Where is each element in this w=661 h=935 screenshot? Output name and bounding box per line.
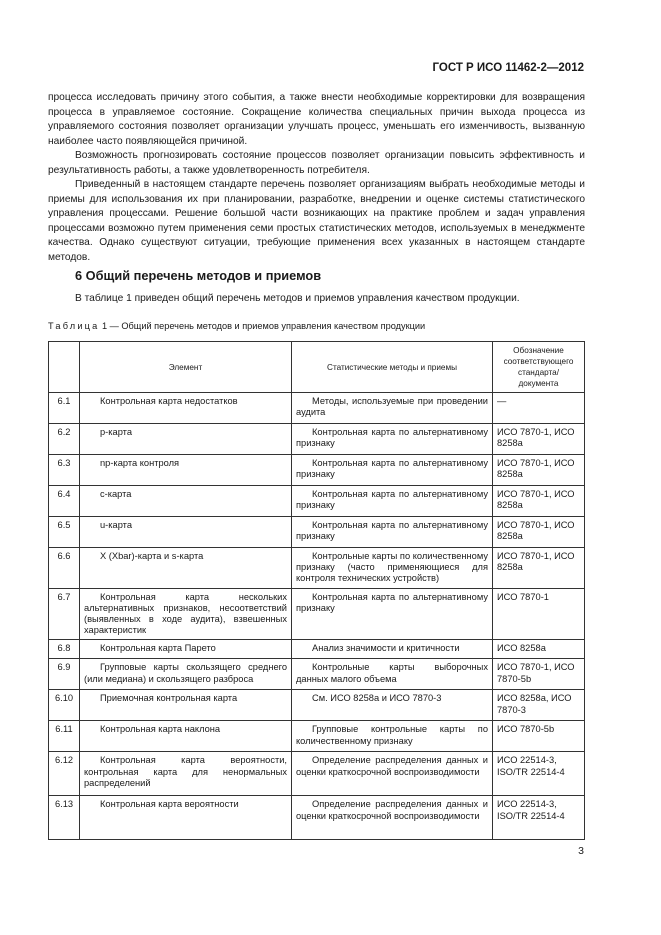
header-doc: Обозначение соответствующего стандарта/ документа <box>493 342 585 393</box>
cell-element: Контрольная карта наклона <box>80 721 292 752</box>
page-number: 3 <box>578 845 584 857</box>
cell-methods: Контрольная карта по альтернативному признаку <box>292 455 493 486</box>
cell-num: 6.12 <box>49 752 80 796</box>
cell-num: 6.6 <box>49 548 80 589</box>
cell-methods: Контрольные карты выборочных данных малого объема <box>292 659 493 690</box>
cell-doc: ИСО 7870-1, ИСО 8258а <box>493 455 585 486</box>
table-row <box>49 752 585 796</box>
cell-num: 6.4 <box>49 486 80 517</box>
cell-element: c-карта <box>80 486 292 517</box>
section-title: 6 Общий перечень методов и приемов <box>75 268 322 283</box>
table-row <box>49 486 585 517</box>
header-methods: Статистические методы и приемы <box>292 342 493 393</box>
cell-num: 6.1 <box>49 393 80 424</box>
methods-table <box>48 341 585 840</box>
cell-element: Контрольная карта недостатков <box>80 393 292 424</box>
cell-num: 6.7 <box>49 588 80 640</box>
cell-doc: — <box>493 393 585 424</box>
table-row <box>49 517 585 548</box>
cell-methods: Определение распределения данных и оценки краткосрочной воспроизводимости <box>292 752 493 796</box>
table-caption <box>48 320 425 332</box>
cell-methods: См. ИСО 8258а и ИСО 7870-3 <box>292 690 493 721</box>
body-text <box>48 91 585 265</box>
paragraph: Возможность прогнозировать состояние процессов позволяет организации повысить эффективность и результативность работы, а также удовлетворенность потребителя. <box>48 150 585 176</box>
table-row <box>49 424 585 455</box>
cell-element: Контрольная карта вероятности <box>80 796 292 840</box>
cell-num: 6.8 <box>49 640 80 659</box>
cell-element: Групповые карты скользящего среднего (или медиана) и скользящего разброса <box>80 659 292 690</box>
cell-element: X (Xbar)-карта и s-карта <box>80 548 292 589</box>
paragraph: Приведенный в настоящем стандарте перечень позволяет организациям выбрать необходимые методы и приемы для использования их при планировании, разработке, внедрении и оценке системы статистического управления процессами. Решение большой части возникающих на практике проблем и задач управления процессами возможно путем применения семи простых статистических методов, используемых в менеджменте качества. Однако существуют ситуации, требующие применения всех указанных в настоящем стандарте методов. <box>48 179 585 263</box>
table-row <box>49 548 585 589</box>
cell-doc: ИСО 7870-1, ИСО 7870-5b <box>493 659 585 690</box>
table-caption-label: Таблица <box>48 321 100 331</box>
cell-num: 6.5 <box>49 517 80 548</box>
cell-element: Приемочная контрольная карта <box>80 690 292 721</box>
table-row <box>49 455 585 486</box>
table-caption-text: 1 — Общий перечень методов и приемов управления качеством продукции <box>99 321 426 331</box>
cell-methods: Контрольные карты по количественному признаку (часто применяющиеся для контроля технических устройств) <box>292 548 493 589</box>
cell-methods: Контрольная карта по альтернативному признаку <box>292 424 493 455</box>
cell-num: 6.11 <box>49 721 80 752</box>
cell-num: 6.3 <box>49 455 80 486</box>
cell-doc: ИСО 7870-1, ИСО 8258а <box>493 424 585 455</box>
cell-doc: ИСО 22514-3, ISO/TR 22514-4 <box>493 752 585 796</box>
table-row <box>49 659 585 690</box>
table-row <box>49 640 585 659</box>
cell-doc: ИСО 8258а, ИСО 7870-3 <box>493 690 585 721</box>
cell-methods: Анализ значимости и критичности <box>292 640 493 659</box>
cell-doc: ИСО 7870-1 <box>493 588 585 640</box>
cell-methods: Групповые контрольные карты по количественному признаку <box>292 721 493 752</box>
table-row <box>49 588 585 640</box>
cell-num: 6.13 <box>49 796 80 840</box>
cell-num: 6.10 <box>49 690 80 721</box>
cell-doc: ИСО 7870-5b <box>493 721 585 752</box>
cell-num: 6.9 <box>49 659 80 690</box>
cell-methods: Методы, используемые при проведении аудита <box>292 393 493 424</box>
document-header: ГОСТ Р ИСО 11462-2—2012 <box>432 62 584 74</box>
section-intro: В таблице 1 приведен общий перечень методов и приемов управления качеством продукции. <box>75 293 520 304</box>
header-element: Элемент <box>80 342 292 393</box>
paragraph: процесса исследовать причину этого события, а также внести необходимые корректировки для возвращения процесса в управляемое состояние. Сокращение количества специальных причин выхода процесса из управляемого состояния позволяет организации улучшать процесс, уменьшать его изменчивость, вызванную наиболее часто появляющейся причиной. <box>48 92 585 147</box>
cell-element: Контрольная карта нескольких альтернативных признаков, несоответствий (выявленных в ходе аудита), взвешенных характеристик <box>80 588 292 640</box>
cell-methods: Определение распределения данных и оценки краткосрочной воспроизводимости <box>292 796 493 840</box>
table-row <box>49 796 585 840</box>
cell-element: np-карта контроля <box>80 455 292 486</box>
cell-methods: Контрольная карта по альтернативному признаку <box>292 486 493 517</box>
cell-doc: ИСО 7870-1, ИСО 8258а <box>493 548 585 589</box>
cell-element: Контрольная карта вероятности, контрольная карта для ненормальных распределений <box>80 752 292 796</box>
cell-element: p-карта <box>80 424 292 455</box>
cell-element: u-карта <box>80 517 292 548</box>
cell-element: Контрольная карта Парето <box>80 640 292 659</box>
table-row <box>49 721 585 752</box>
cell-doc: ИСО 8258а <box>493 640 585 659</box>
header-num <box>49 342 80 393</box>
cell-methods: Контрольная карта по альтернативному признаку <box>292 517 493 548</box>
cell-doc: ИСО 7870-1, ИСО 8258а <box>493 517 585 548</box>
cell-doc: ИСО 7870-1, ИСО 8258а <box>493 486 585 517</box>
table-row <box>49 690 585 721</box>
cell-num: 6.2 <box>49 424 80 455</box>
table-body <box>49 393 585 840</box>
table-header-row <box>49 342 585 393</box>
table-row <box>49 393 585 424</box>
cell-doc: ИСО 22514-3, ISO/TR 22514-4 <box>493 796 585 840</box>
cell-methods: Контрольная карта по альтернативному признаку <box>292 588 493 640</box>
